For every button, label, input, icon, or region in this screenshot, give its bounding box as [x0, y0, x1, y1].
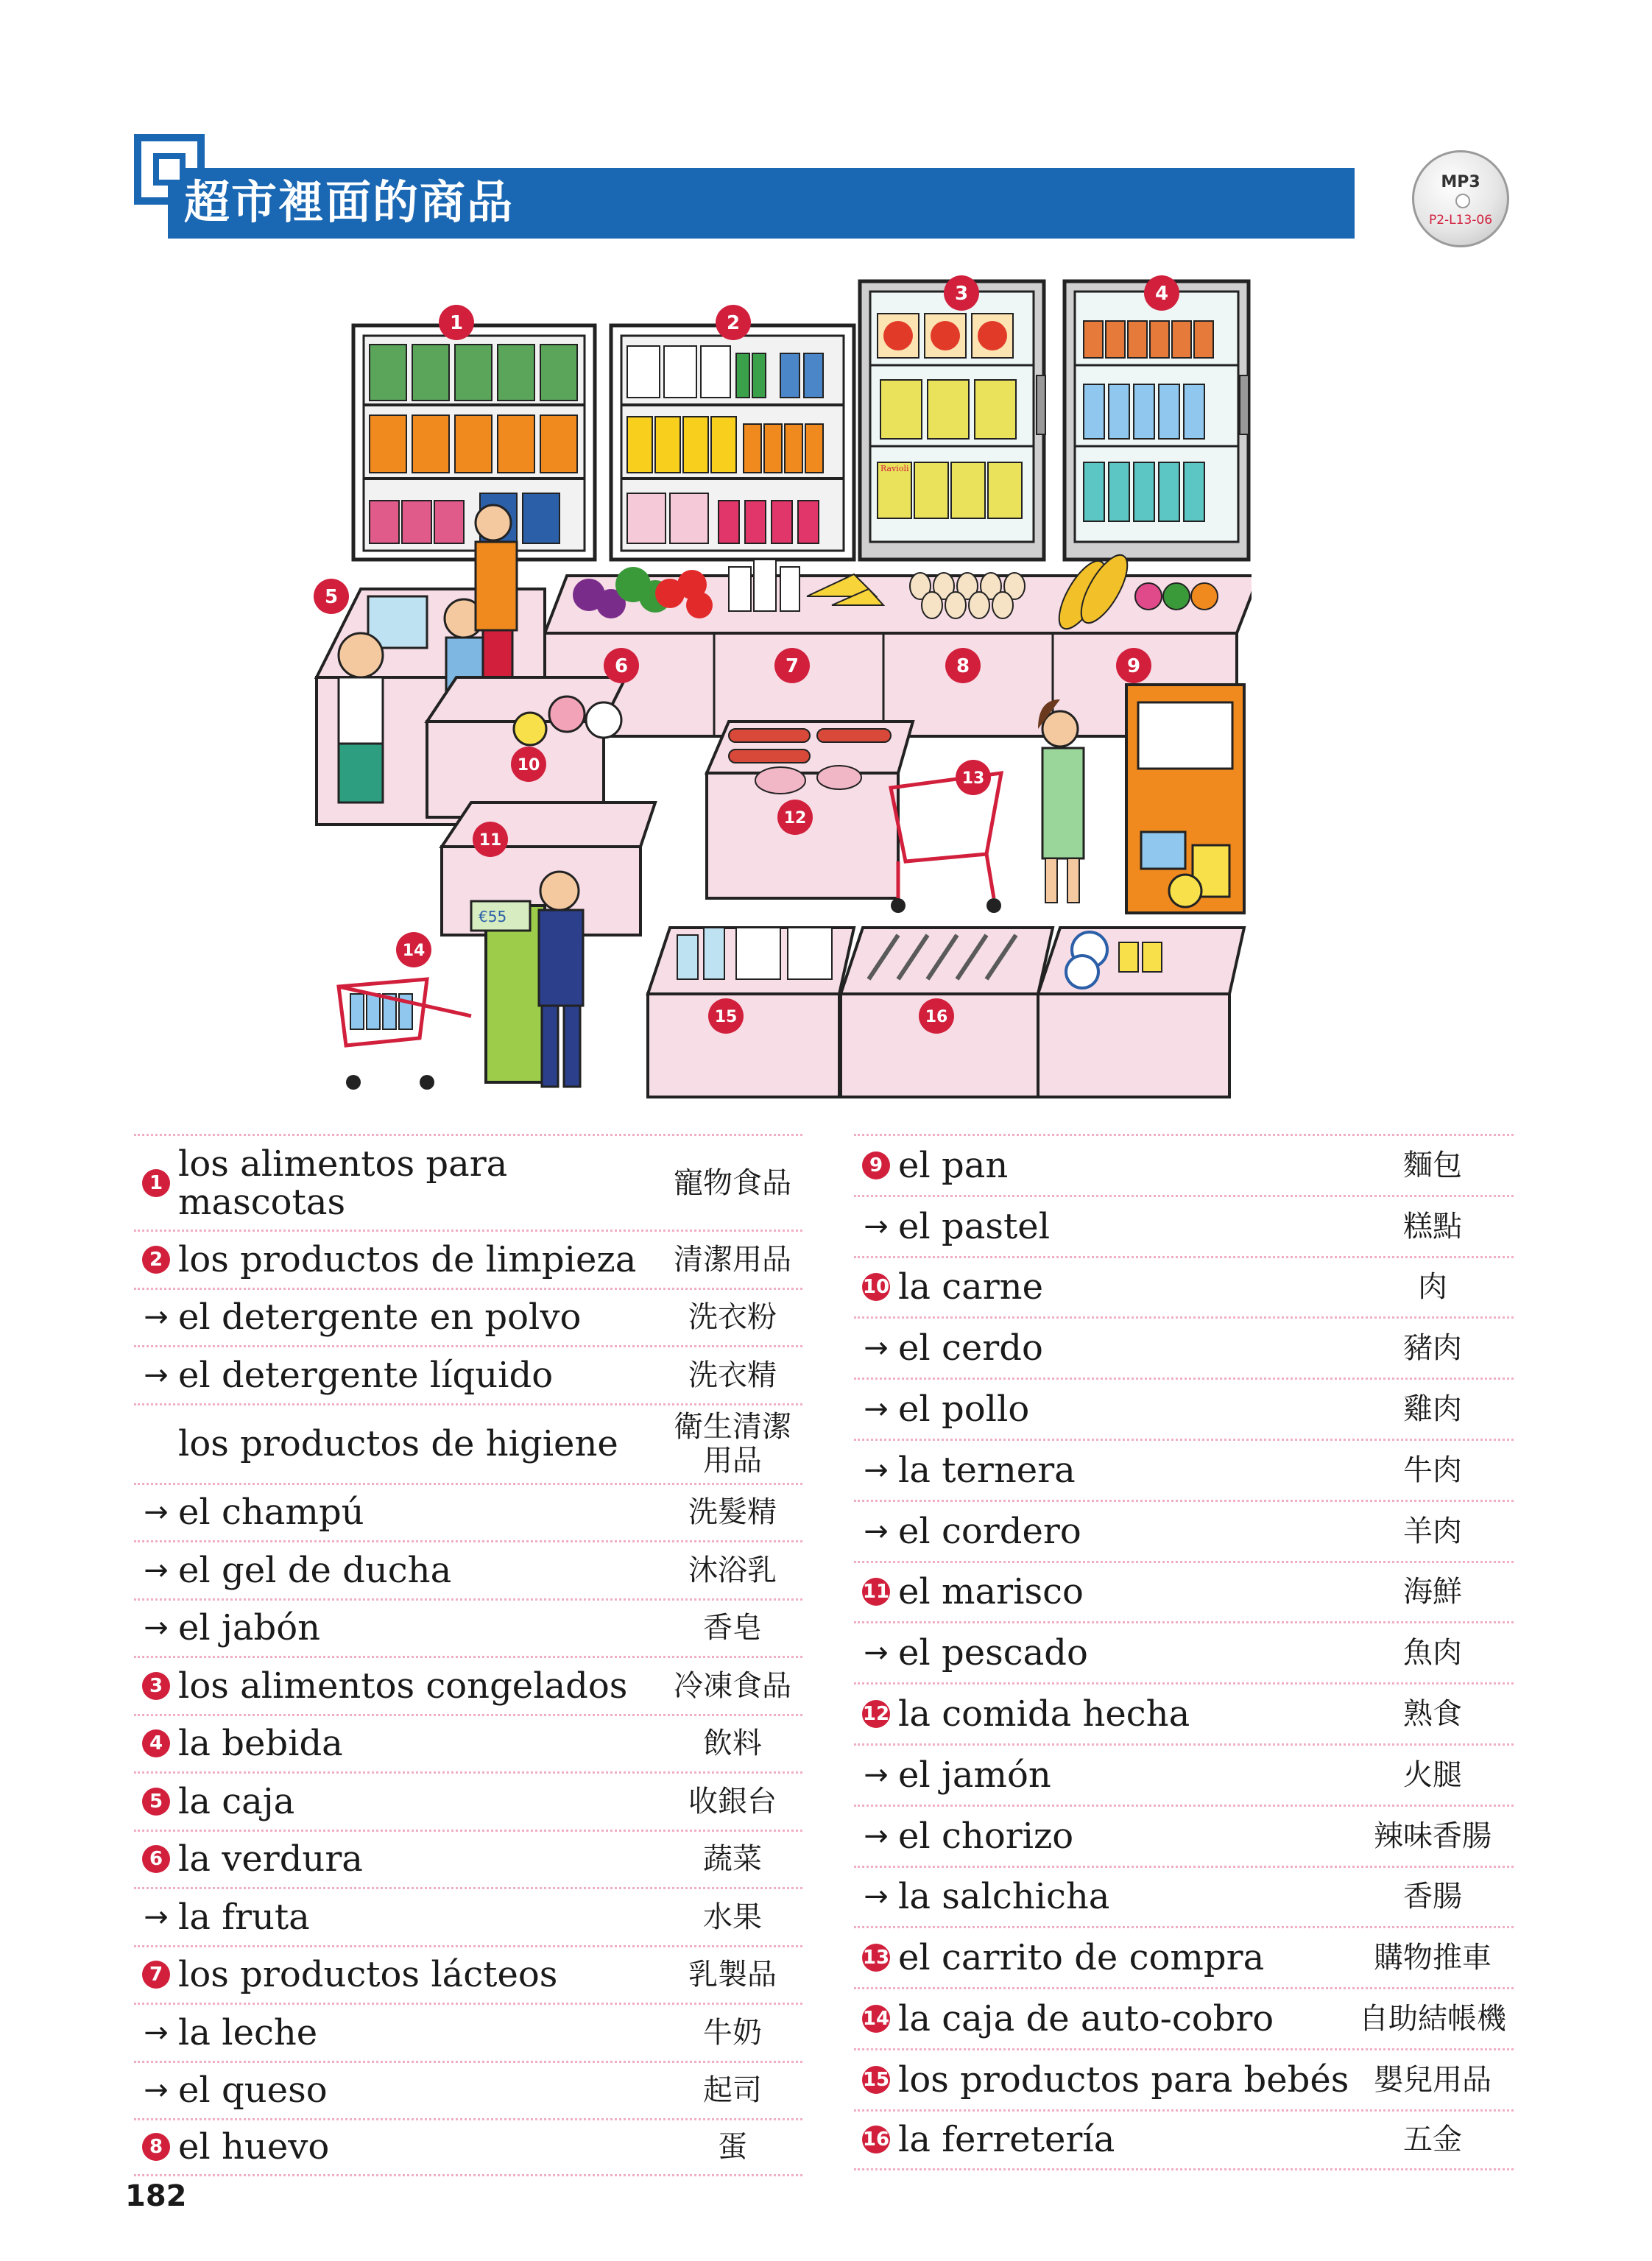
- vocab-marker: [854, 1758, 898, 1792]
- spanish-term: el marisco: [898, 1571, 1084, 1613]
- chinese-translation: 購物推車: [1374, 1941, 1492, 1975]
- vocab-marker: [134, 1495, 178, 1529]
- vocab-marker: [854, 1514, 898, 1548]
- vocab-number-badge: 9: [862, 1151, 890, 1179]
- chinese-translation: 雞肉: [1403, 1392, 1462, 1427]
- arrow-icon: →: [144, 2015, 169, 2050]
- shelf-pet-food: [353, 325, 595, 560]
- vocab-row: [854, 1195, 1514, 1256]
- svg-text:9: 9: [1126, 655, 1141, 677]
- spanish-term: la fruta: [178, 1896, 310, 1938]
- vocab-row: [854, 1256, 1514, 1317]
- arrow-icon: →: [864, 1757, 889, 1792]
- badge-4: [1144, 275, 1179, 311]
- badge-14: [396, 932, 431, 967]
- vocab-marker: [854, 1453, 898, 1487]
- chinese-translation: 糕點: [1403, 1209, 1462, 1244]
- vocab-row: [854, 1743, 1514, 1805]
- vocab-row: [134, 2003, 802, 2061]
- spanish-term: el pescado: [898, 1632, 1088, 1674]
- chinese-translation: 洗衣精: [688, 1358, 777, 1392]
- chinese-translation: 五金: [1403, 2123, 1462, 2157]
- arrow-icon: →: [864, 1636, 889, 1671]
- vocab-marker: [854, 2066, 898, 2094]
- vocab-row: [134, 2118, 802, 2176]
- page-number: 182: [125, 2179, 187, 2213]
- badge-3: [944, 275, 979, 311]
- vocab-row: [134, 1656, 802, 1714]
- ravioli-label: Ravioli: [880, 464, 909, 473]
- chinese-translation: 辣味香腸: [1374, 1819, 1492, 1853]
- svg-text:6: 6: [614, 655, 629, 677]
- spanish-term: los productos de higiene: [178, 1423, 618, 1464]
- chinese-translation: 麵包: [1403, 1148, 1462, 1182]
- chinese-translation: 嬰兒用品: [1374, 2062, 1492, 2097]
- vocab-row: [134, 1771, 802, 1830]
- chinese-translation: 自助結帳機: [1359, 2002, 1506, 2036]
- spanish-term: la verdura: [178, 1838, 363, 1880]
- chinese-translation: 乳製品: [688, 1958, 777, 1992]
- svg-text:11: 11: [479, 831, 502, 850]
- svg-text:2: 2: [726, 312, 741, 334]
- vocab-marker: [134, 1729, 178, 1757]
- vocab-number-badge: 10: [862, 1273, 890, 1301]
- vocab-row: [854, 1926, 1514, 1987]
- spanish-term: la caja de auto-cobro: [898, 1998, 1274, 2040]
- chinese-translation: 沐浴乳: [688, 1553, 777, 1587]
- vocab-row: [854, 1987, 1514, 2048]
- vocab-row: [134, 1230, 802, 1288]
- spanish-term: la salchicha: [898, 1876, 1110, 1918]
- vocab-row: [854, 1866, 1514, 1927]
- vocab-marker: [854, 1210, 898, 1244]
- spanish-term: el detergente en polvo: [178, 1297, 582, 1338]
- arrow-icon: →: [864, 1514, 889, 1548]
- vocab-number-badge: 15: [862, 2066, 890, 2094]
- chinese-translation: 香皂: [703, 1611, 762, 1646]
- arrow-icon: →: [144, 1900, 169, 1934]
- vocab-marker: [134, 1845, 178, 1873]
- chinese-translation: 水果: [703, 1900, 762, 1934]
- svg-text:4: 4: [1154, 283, 1169, 305]
- vocab-row: [134, 1945, 802, 2003]
- badge-11: [473, 822, 508, 857]
- badge-8: [945, 648, 981, 683]
- svg-text:13: 13: [961, 769, 985, 788]
- spanish-term: el gel de ducha: [178, 1549, 452, 1591]
- vocab-marker: [854, 1700, 898, 1728]
- vocab-row: [134, 1288, 802, 1346]
- vocab-marker: [854, 2126, 898, 2154]
- cooler-drinks: [1065, 281, 1249, 560]
- vocab-marker: [854, 1273, 898, 1301]
- vocab-marker: [134, 2016, 178, 2050]
- badge-7: [774, 648, 810, 683]
- mp3-label: MP3: [1441, 173, 1480, 191]
- vocab-number-badge: 16: [862, 2126, 890, 2154]
- vocab-number-badge: 13: [862, 1944, 890, 1972]
- page-title: 超市裡面的商品: [184, 175, 515, 229]
- vocab-marker: [854, 1636, 898, 1670]
- vocab-marker: [134, 1358, 178, 1392]
- arrow-icon: →: [864, 1331, 889, 1366]
- vocab-number-badge: 4: [142, 1729, 170, 1757]
- vocab-row: [854, 1378, 1514, 1439]
- badge-9: [1116, 648, 1151, 683]
- vocab-row: [134, 1598, 802, 1657]
- vocab-marker: [134, 1788, 178, 1816]
- vocab-marker: [854, 1331, 898, 1365]
- vocab-number-badge: 7: [142, 1961, 170, 1989]
- vocab-row: [854, 1134, 1514, 1195]
- vocab-marker: [134, 2073, 178, 2107]
- badge-5: [314, 579, 349, 614]
- vocab-marker: [854, 1880, 898, 1913]
- chinese-translation: 起司: [703, 2073, 762, 2108]
- vocab-row: [854, 1805, 1514, 1866]
- vocab-marker: [854, 1578, 898, 1606]
- spanish-term: el champú: [178, 1492, 364, 1534]
- vocab-row: [134, 1887, 802, 1945]
- vocab-marker: [134, 1900, 178, 1934]
- arrow-icon: →: [144, 2073, 169, 2108]
- spanish-term: el pan: [898, 1144, 1009, 1186]
- spanish-term: los alimentos congelados: [178, 1665, 628, 1707]
- vocab-marker: [134, 2133, 178, 2161]
- badge-13: [956, 760, 991, 795]
- badge-12: [777, 800, 813, 835]
- vocab-marker: [134, 1611, 178, 1645]
- chinese-translation: 衛生清潔用品: [674, 1410, 791, 1478]
- vocab-number-badge: 14: [862, 2005, 890, 2033]
- svg-text:15: 15: [714, 1008, 738, 1026]
- svg-text:10: 10: [517, 756, 540, 775]
- chinese-translation: 火腿: [1403, 1757, 1462, 1792]
- vocab-row: [134, 1830, 802, 1888]
- chinese-translation: 洗衣粉: [688, 1300, 777, 1335]
- spanish-term: los productos lácteos: [178, 1954, 558, 1996]
- spanish-term: el huevo: [178, 2126, 330, 2168]
- chinese-translation: 魚肉: [1403, 1636, 1462, 1671]
- chinese-translation: 香腸: [1403, 1880, 1462, 1914]
- arrow-icon: →: [864, 1453, 889, 1487]
- chinese-translation: 牛肉: [1403, 1453, 1462, 1487]
- chinese-translation: 蔬菜: [703, 1842, 762, 1877]
- spanish-term: el carrito de compra: [898, 1937, 1265, 1979]
- vocab-list-right: [854, 1134, 1514, 2170]
- arrow-icon: →: [864, 1880, 889, 1914]
- vocab-row: [134, 1483, 802, 1541]
- vocab-row: [854, 1621, 1514, 1682]
- spanish-term: los alimentos para mascotas: [178, 1143, 508, 1223]
- arrow-icon: →: [864, 1209, 889, 1244]
- spanish-term: la bebida: [178, 1723, 343, 1765]
- spanish-term: la ferretería: [898, 2119, 1115, 2161]
- badge-10: [511, 747, 546, 782]
- badge-6: [604, 648, 639, 683]
- spanish-term: el jabón: [178, 1607, 321, 1649]
- vocab-number-badge: 5: [142, 1788, 170, 1816]
- shelf-cleaning-products: [611, 325, 854, 560]
- spanish-term: el cerdo: [898, 1327, 1043, 1369]
- vocab-number-badge: 1: [142, 1169, 170, 1197]
- svg-text:1: 1: [449, 312, 464, 334]
- arrow-icon: →: [144, 1358, 169, 1392]
- svg-text:7: 7: [785, 655, 799, 677]
- vocab-number-badge: 2: [142, 1246, 170, 1274]
- spanish-term: el chorizo: [898, 1815, 1074, 1857]
- vocab-row: [854, 1316, 1514, 1378]
- supermarket-illustration: [309, 272, 1252, 1104]
- svg-text:3: 3: [954, 283, 969, 305]
- spanish-term: los productos para bebés: [898, 2059, 1349, 2100]
- freezer-frozen-food: [860, 281, 1045, 560]
- chinese-translation: 清潔用品: [674, 1242, 791, 1277]
- title-decoration-inner: [153, 153, 186, 186]
- chinese-translation: 洗髮精: [688, 1495, 777, 1530]
- spanish-term: el pollo: [898, 1389, 1030, 1431]
- spanish-term: la carne: [898, 1266, 1043, 1308]
- vocab-row: [134, 1714, 802, 1772]
- badge-1: [439, 305, 474, 340]
- vocab-row: [134, 1345, 802, 1403]
- vocab-row: [134, 1403, 802, 1483]
- vocab-marker: [854, 1819, 898, 1853]
- vocab-number-badge: 6: [142, 1845, 170, 1873]
- vocab-row: [854, 1561, 1514, 1622]
- mp3-audio-icon[interactable]: [1412, 150, 1509, 247]
- svg-text:5: 5: [324, 586, 339, 608]
- vocab-row: [854, 2109, 1514, 2170]
- mp3-track-code: P2-L13-06: [1428, 213, 1493, 227]
- chinese-translation: 蛋: [718, 2130, 747, 2165]
- vocab-marker: [854, 2005, 898, 2033]
- chinese-translation: 冷凍食品: [674, 1668, 791, 1703]
- vocab-marker: [134, 1553, 178, 1587]
- vocab-marker: [134, 1169, 178, 1197]
- vocab-marker: [134, 1961, 178, 1989]
- arrow-icon: →: [864, 1819, 889, 1853]
- arrow-icon: →: [144, 1300, 169, 1335]
- vocab-row: [854, 1439, 1514, 1500]
- vocab-row: [134, 1540, 802, 1598]
- spanish-term: la leche: [178, 2011, 318, 2053]
- spanish-term: la ternera: [898, 1449, 1076, 1491]
- vocab-marker: [854, 1151, 898, 1179]
- chinese-translation: 羊肉: [1403, 1514, 1462, 1548]
- spanish-term: los productos de limpieza: [178, 1238, 637, 1280]
- spanish-term: el queso: [178, 2070, 328, 2112]
- arrow-icon: →: [864, 1392, 889, 1427]
- svg-text:12: 12: [783, 809, 807, 828]
- chinese-translation: 熟食: [1403, 1697, 1462, 1732]
- arrow-icon: →: [144, 1611, 169, 1646]
- chinese-translation: 寵物食品: [674, 1165, 791, 1200]
- vocab-row: [134, 2061, 802, 2119]
- vending-machine: [1126, 685, 1244, 913]
- vocab-marker: [134, 1672, 178, 1700]
- vocab-marker: [134, 1246, 178, 1274]
- spanish-term: la comida hecha: [898, 1693, 1190, 1735]
- chinese-translation: 豬肉: [1403, 1331, 1462, 1366]
- chinese-translation: 海鮮: [1403, 1575, 1462, 1609]
- badge-15: [708, 998, 744, 1034]
- arrow-icon: →: [144, 1553, 169, 1587]
- vocab-number-badge: 11: [862, 1578, 890, 1606]
- vocab-row: [854, 1500, 1514, 1561]
- vocab-marker: [854, 1392, 898, 1426]
- svg-text:8: 8: [956, 655, 970, 677]
- spanish-term: el cordero: [898, 1510, 1081, 1552]
- svg-text:14: 14: [402, 942, 426, 960]
- vocab-row: [854, 2048, 1514, 2109]
- spanish-term: la caja: [178, 1780, 295, 1822]
- vocab-list-left: [134, 1134, 802, 2176]
- vocab-marker: [134, 1300, 178, 1334]
- vocab-row: [854, 1682, 1514, 1743]
- arrow-icon: →: [144, 1495, 169, 1530]
- chinese-translation: 牛奶: [703, 2015, 762, 2050]
- chinese-translation: 收銀台: [688, 1784, 777, 1819]
- spanish-term: el pastel: [898, 1205, 1051, 1247]
- svg-text:16: 16: [925, 1008, 948, 1026]
- spanish-term: el detergente líquido: [178, 1354, 554, 1396]
- cd-hole-icon: [1455, 194, 1470, 208]
- price-display: €55: [479, 908, 507, 925]
- vocab-marker: [854, 1944, 898, 1972]
- vocab-number-badge: 8: [142, 2133, 170, 2161]
- badge-16: [919, 998, 954, 1034]
- chinese-translation: 肉: [1418, 1270, 1447, 1305]
- vocab-number-badge: 12: [862, 1700, 890, 1728]
- vocab-number-badge: 3: [142, 1672, 170, 1700]
- chinese-translation: 飲料: [703, 1726, 762, 1761]
- vocab-row: [134, 1134, 802, 1230]
- badge-2: [716, 305, 751, 340]
- spanish-term: el jamón: [898, 1754, 1051, 1796]
